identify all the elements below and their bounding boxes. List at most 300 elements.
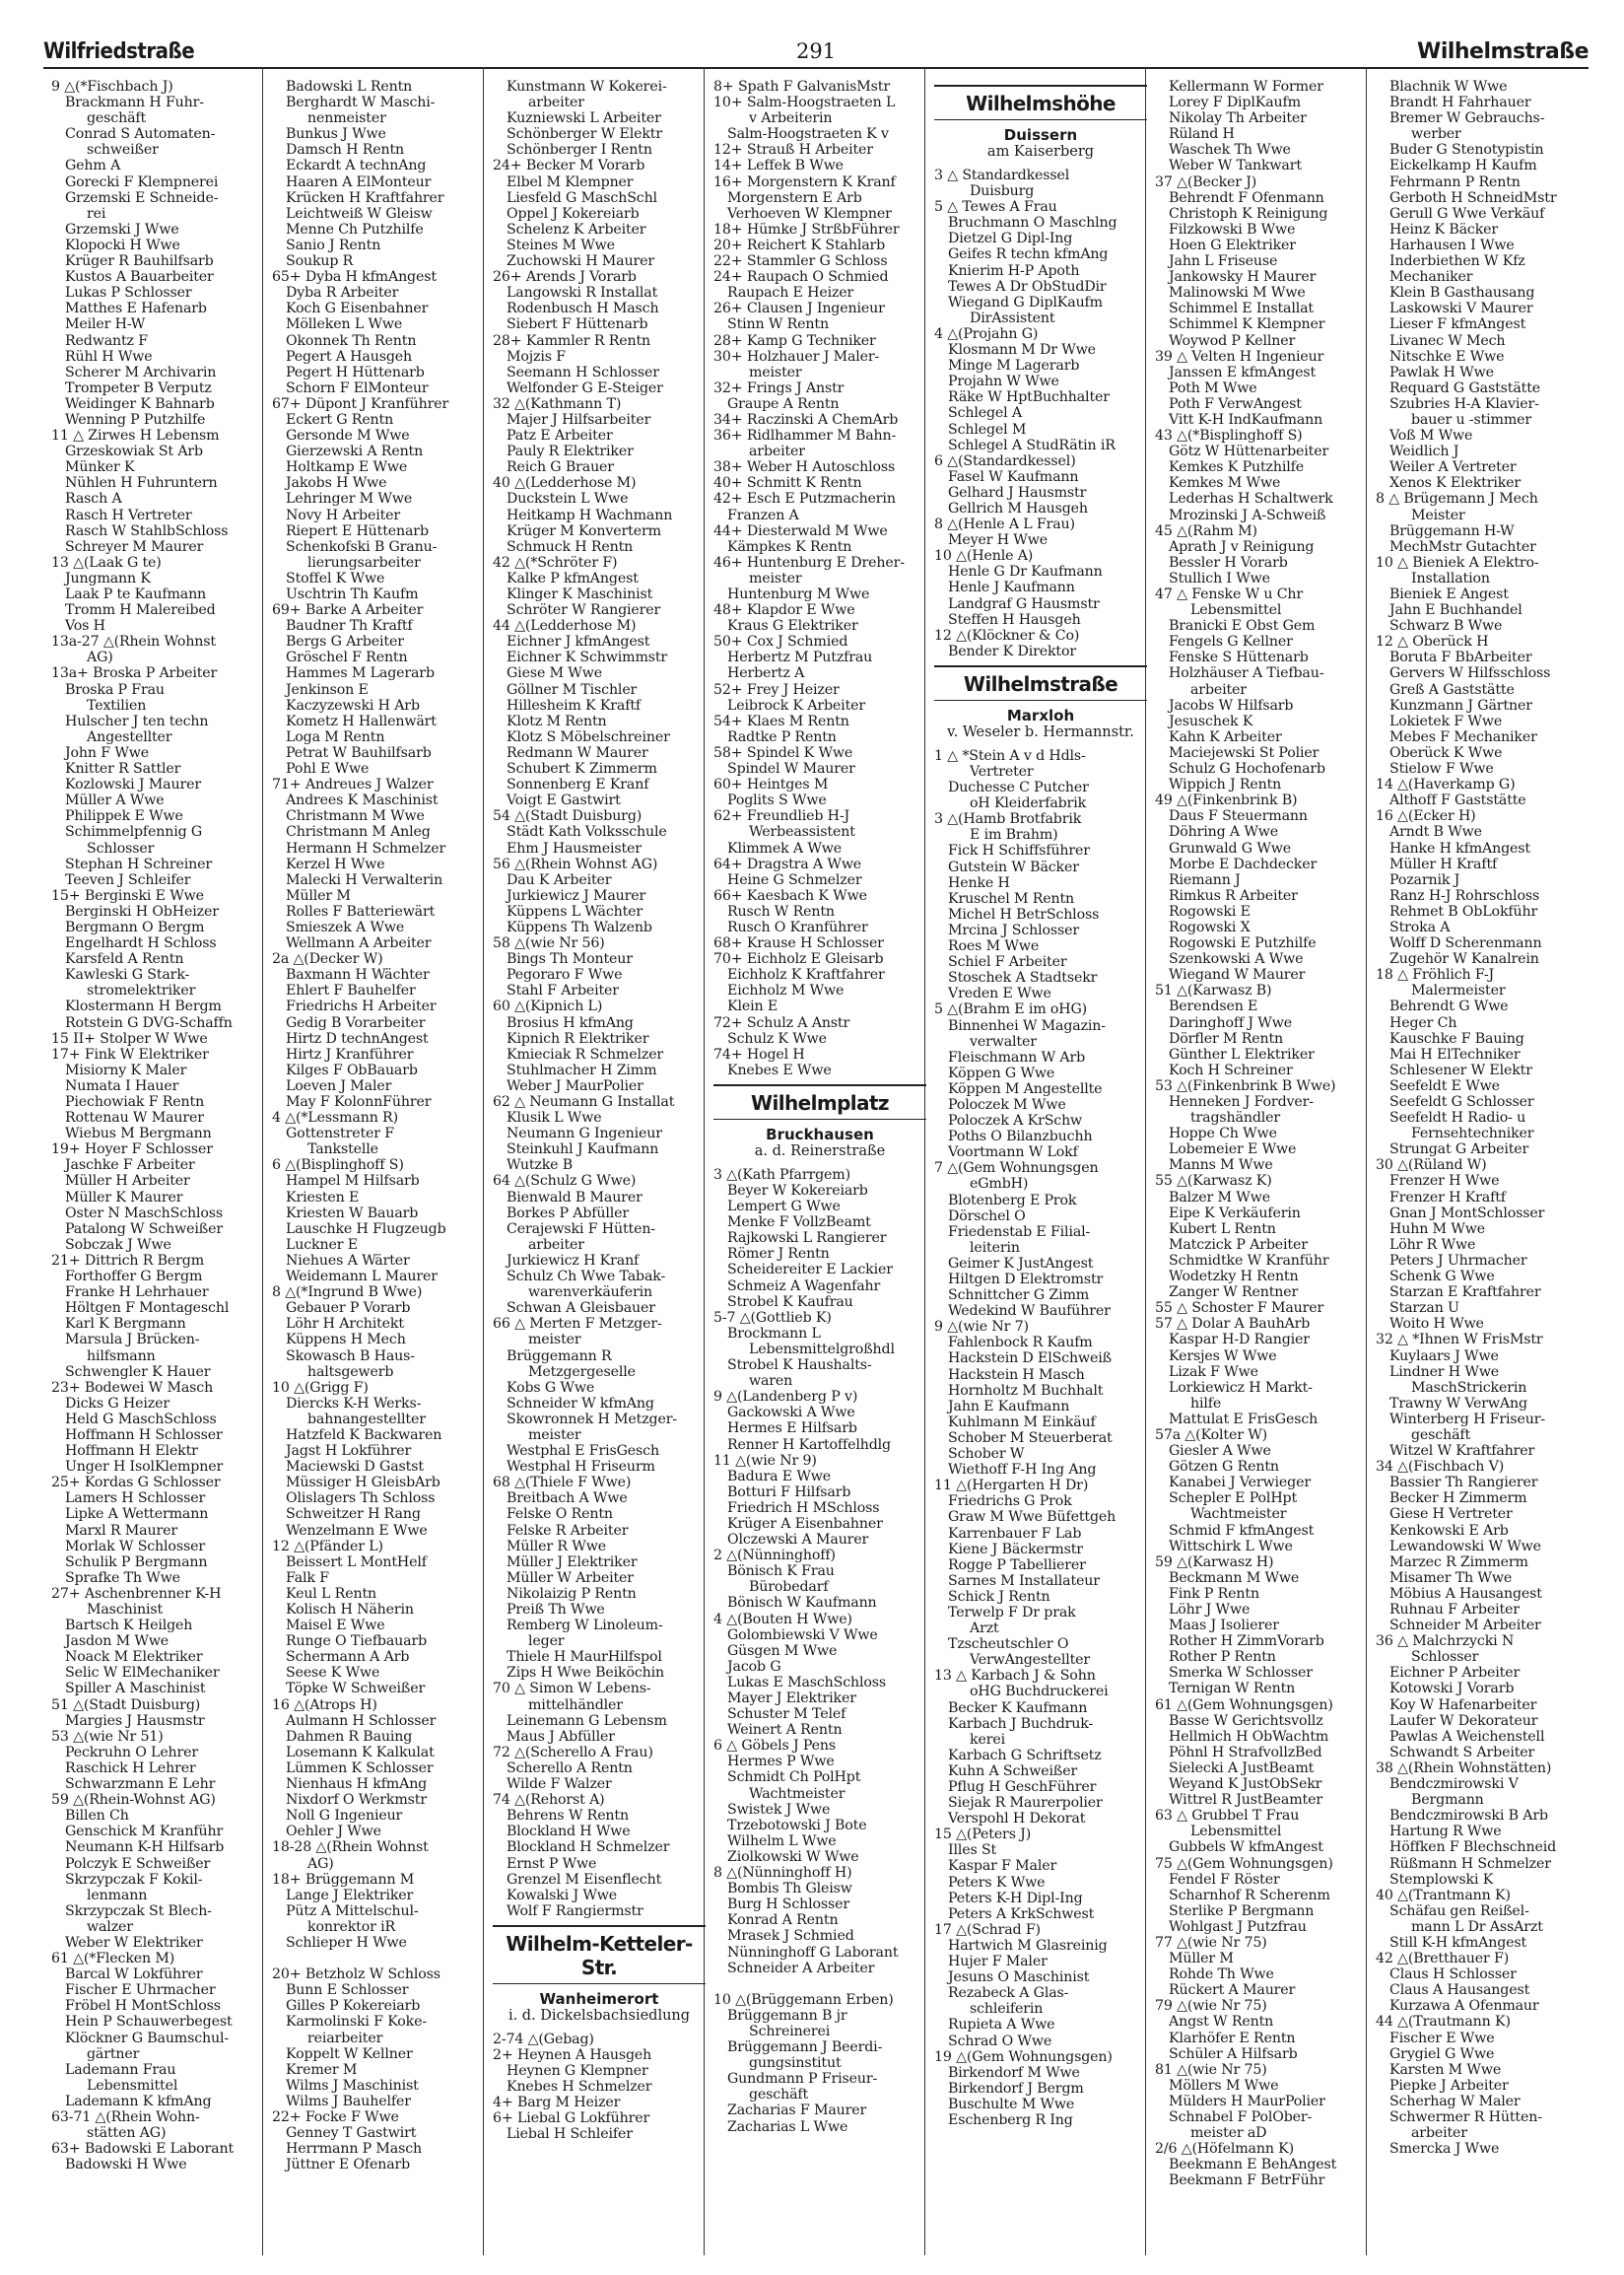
- directory-entry: 2-74 △(Gebag): [493, 2031, 594, 2047]
- directory-entry: meister aD: [1190, 2125, 1267, 2142]
- directory-entry: 24+ Becker M Vorarb: [493, 158, 645, 174]
- directory-entry: Döhring A Wwe: [1169, 824, 1279, 841]
- directory-entry: Pegert A Hausgeh: [286, 348, 412, 365]
- directory-entry: 18-28 △(Rhein Wohnst: [272, 1839, 429, 1856]
- directory-entry: 5 △ Tewes A Frau: [934, 199, 1057, 216]
- directory-entry: Rüßmann H Schmelzer: [1389, 1855, 1551, 1872]
- directory-entry: 68+ Krause H Schlosser: [713, 935, 884, 952]
- directory-entry: Morgenstern E Arb: [727, 189, 862, 206]
- directory-entry: Wolf F Rangiermstr: [507, 1902, 643, 1919]
- directory-entry: Jacobs W Hilfsarb: [1169, 697, 1294, 714]
- directory-entry: Sanio J Rentn: [286, 237, 381, 253]
- directory-entry: 17+ Fink W Elektriker: [51, 1046, 209, 1063]
- directory-entry: Leinemann G Lebensm: [507, 1712, 667, 1729]
- directory-entry: Lebensmittelgroßhdl: [749, 1341, 895, 1357]
- directory-entry: 10 △(Brüggemann Erben): [713, 1991, 894, 2008]
- directory-entry: Jahn E Kaufmann: [948, 1398, 1070, 1414]
- directory-entry: Fink P Rentn: [1169, 1585, 1259, 1602]
- directory-entry: Knierim H-P Apoth: [948, 262, 1080, 279]
- directory-entry: Klinger K Maschinist: [507, 586, 653, 602]
- directory-entry: Lauschke H Flugzeugb: [286, 1220, 446, 1237]
- directory-entry: 16 △(Ecker H): [1376, 808, 1476, 825]
- directory-entry: Klotz M Rentn: [507, 713, 607, 729]
- directory-entry: Vreden E Wwe: [948, 986, 1051, 1002]
- directory-entry: geschäft: [87, 110, 147, 127]
- directory-entry: eGmbH): [970, 1176, 1029, 1193]
- directory-entry: arbeiter: [749, 444, 805, 460]
- directory-entry: Liesfeld G MaschSchl: [507, 189, 657, 206]
- directory-entry: 13a+ Broska P Arbeiter: [51, 665, 218, 682]
- directory-entry: 2+ Heynen A Hausgeh: [493, 2046, 652, 2063]
- column-2: [272, 79, 485, 2257]
- directory-entry: konrektor iR: [307, 1918, 396, 1935]
- directory-entry: Gervers W Hilfsschloss: [1389, 665, 1551, 682]
- directory-entry: Weidinger K Bahnarb: [65, 395, 215, 412]
- directory-entry: 11 △(wie Nr 9): [713, 1452, 817, 1469]
- directory-entry: Berghardt W Maschi-: [286, 95, 436, 111]
- directory-entry: Balzer M Wwe: [1169, 1189, 1270, 1206]
- directory-entry: Schulik P Bergmann: [65, 1553, 208, 1570]
- directory-entry: Damsch H Rentn: [286, 142, 404, 159]
- directory-entry: Ternigan W Rentn: [1169, 1681, 1296, 1697]
- directory-entry: Grzemski E Schneide-: [65, 189, 219, 206]
- directory-entry: Gundmann P Friseur-: [727, 2071, 878, 2088]
- directory-entry: 39 △ Velten H Ingenieur: [1155, 348, 1324, 365]
- directory-entry: Rühl H Wwe: [65, 348, 153, 365]
- directory-entry: Hoffmann H Schlosser: [65, 1426, 223, 1443]
- section-district: Bruckhausen: [766, 1125, 874, 1143]
- directory-entry: Löhr R Wwe: [1389, 1236, 1476, 1253]
- directory-entry: Krüger R Bauhilfsarb: [65, 253, 214, 270]
- directory-entry: Rusch O Kranführer: [727, 919, 868, 935]
- directory-entry: Felske R Arbeiter: [507, 1522, 629, 1539]
- directory-entry: Badowski H Wwe: [65, 2157, 187, 2173]
- directory-columns: [43, 79, 1589, 2257]
- directory-entry: Pawlas A Weichenstell: [1389, 1728, 1545, 1745]
- directory-entry: Uschtrin Th Kaufm: [286, 586, 419, 602]
- directory-entry: Töpke W Schweißer: [286, 1681, 426, 1697]
- directory-entry: leiterin: [970, 1239, 1020, 1256]
- directory-entry: Strungat G Arbeiter: [1389, 1141, 1529, 1158]
- directory-entry: Menke F VollzBeamt: [727, 1214, 871, 1231]
- directory-entry: Kraus G Elektriker: [727, 618, 858, 635]
- directory-entry: Bieniek E Angest: [1389, 586, 1509, 602]
- directory-entry: Marxl R Maurer: [65, 1522, 177, 1539]
- directory-entry: 3 △(Hamb Brotfabrik: [934, 811, 1082, 828]
- directory-entry: Harhausen I Wwe: [1389, 237, 1515, 253]
- directory-entry: Becker K Kaufmann: [948, 1699, 1088, 1716]
- directory-entry: 20+ Betzholz W Schloss: [272, 1966, 440, 1983]
- directory-entry: Karrenbauer F Lab: [948, 1525, 1082, 1542]
- directory-entry: Eickelkamp H Kaufm: [1389, 158, 1537, 174]
- directory-entry: Schlosser: [87, 840, 155, 857]
- directory-entry: Rasch H Vertreter: [65, 507, 192, 523]
- directory-entry: Huntenburg M Wwe: [727, 586, 870, 602]
- section-rule: [934, 119, 1147, 120]
- directory-entry: Bönisch K Frau: [727, 1563, 835, 1580]
- directory-entry: 53 △(wie Nr 51): [51, 1728, 164, 1745]
- directory-entry: 40+ Schmitt K Rentn: [713, 475, 862, 492]
- directory-entry: Strobel K Haushalts-: [727, 1357, 872, 1374]
- directory-entry: 12 △ Oberück H: [1376, 634, 1489, 651]
- directory-entry: Szenkowski A Wwe: [1169, 951, 1304, 968]
- directory-entry: Heger Ch: [1389, 1014, 1457, 1031]
- directory-entry: Kerzel H Wwe: [286, 856, 385, 872]
- directory-entry: Schwan A Gleisbauer: [507, 1300, 655, 1317]
- directory-entry: 38+ Weber H Autoschloss: [713, 459, 896, 476]
- directory-entry: 5 △(Brahm E im oHG): [934, 1001, 1088, 1018]
- header-rule: [43, 67, 1589, 69]
- directory-entry: Skowronnek H Metzger-: [507, 1411, 677, 1427]
- directory-entry: Berendsen E: [1169, 999, 1258, 1015]
- directory-entry: Lebensmittel: [1190, 1824, 1282, 1840]
- directory-entry: warenverkäuferin: [528, 1284, 653, 1301]
- directory-entry: Peters K-H Dipl-Ing: [948, 1890, 1083, 1906]
- directory-entry: Brüggemann R: [507, 1347, 612, 1364]
- section-locator: am Kaiserberg: [986, 144, 1095, 160]
- directory-entry: Rother H ZimmVorarb: [1169, 1633, 1324, 1650]
- directory-entry: 2 △(Nünninghoff): [713, 1548, 836, 1564]
- directory-entry: Remberg W Linoleum-: [507, 1618, 663, 1634]
- directory-entry: Kriesten W Bauarb: [286, 1205, 419, 1221]
- directory-entry: 13a-27 △(Rhein Wohnst: [51, 634, 216, 651]
- directory-entry: Winterberg H Friseur-: [1389, 1411, 1546, 1427]
- directory-entry: Güsgen M Wwe: [727, 1642, 838, 1659]
- directory-entry: 10 △(Henle A): [934, 548, 1034, 565]
- directory-entry: Brüggemann B jr: [727, 2007, 847, 2024]
- directory-entry: Pflug H GeschFührer: [948, 1779, 1097, 1795]
- directory-entry: Loga M Rentn: [286, 728, 385, 745]
- directory-entry: 81 △(wie Nr 75): [1155, 2061, 1267, 2078]
- directory-entry: Unger H IsolKlempner: [65, 1459, 224, 1476]
- directory-entry: 1 △ *Stein A v d Hdls-: [934, 747, 1086, 764]
- directory-entry: 46+ Huntenburg E Dreher-: [713, 554, 905, 571]
- section-street-name: Wilhelmshöhe: [966, 92, 1116, 115]
- directory-entry: Botturi F Hilfsarb: [727, 1483, 851, 1500]
- directory-entry: 11 △(Hergarten H Dr): [934, 1478, 1089, 1494]
- directory-entry: Wittrel R JustBeamter: [1169, 1792, 1322, 1809]
- directory-entry: Bergmann: [1411, 1792, 1484, 1809]
- directory-entry: Held G MaschSchloss: [65, 1411, 217, 1427]
- directory-entry: Rupieta A Wwe: [948, 2017, 1055, 2034]
- directory-entry: Schick J Rentn: [948, 1588, 1050, 1605]
- directory-entry: 54+ Klaes M Rentn: [713, 713, 849, 729]
- directory-entry: Woito H Wwe: [1389, 1316, 1484, 1333]
- directory-entry: Lukas P Schlosser: [65, 285, 192, 302]
- directory-entry: Manns M Wwe: [1169, 1157, 1273, 1174]
- directory-entry: 48+ Klapdor E Wwe: [713, 602, 855, 619]
- directory-entry: Piechowiak F Rentn: [65, 1094, 205, 1110]
- directory-entry: Schlosser: [1411, 1649, 1479, 1666]
- directory-entry: Lizak F Wwe: [1169, 1363, 1258, 1380]
- directory-entry: Lümmen K Schlosser: [286, 1759, 434, 1776]
- directory-entry: Blockland H Wwe: [507, 1824, 631, 1840]
- directory-entry: Wodetzky H Rentn: [1169, 1269, 1299, 1285]
- directory-entry: Friedrichs H Arbeiter: [286, 999, 437, 1015]
- directory-entry: Hermes P Wwe: [727, 1754, 835, 1770]
- directory-entry: Sprafke Th Wwe: [65, 1569, 180, 1586]
- directory-entry: 15 II+ Stolper W Wwe: [51, 1030, 208, 1047]
- directory-entry: Hackstein H Masch: [948, 1366, 1085, 1383]
- directory-entry: Küppens Th Walzenb: [507, 919, 652, 935]
- directory-entry: hilfe: [1190, 1395, 1222, 1412]
- directory-entry: Wenzelmann E Wwe: [286, 1522, 428, 1539]
- directory-entry: Wenning P Putzhilfe: [65, 411, 206, 428]
- directory-entry: Fasel W Kaufmann: [948, 468, 1079, 485]
- directory-entry: meister: [528, 1332, 581, 1348]
- directory-entry: Schönberger W Elektr: [507, 126, 662, 143]
- directory-entry: Wiethoff F-H Ing Ang: [948, 1462, 1097, 1479]
- directory-entry: Rezabeck A Glas-: [948, 1985, 1069, 2002]
- directory-entry: Pegoraro F Wwe: [507, 967, 623, 984]
- directory-entry: Selic W ElMechaniker: [65, 1665, 220, 1682]
- directory-entry: 62+ Freundlieb H-J: [713, 808, 850, 825]
- directory-entry: Wedekind W Bauführer: [948, 1303, 1111, 1320]
- directory-entry: Rückert A Maurer: [1169, 1982, 1296, 1999]
- directory-entry: Swistek J Wwe: [727, 1801, 831, 1818]
- directory-entry: arbeiter: [1190, 681, 1247, 698]
- directory-entry: Beckmann M Wwe: [1169, 1569, 1300, 1586]
- directory-entry: Bunn E Schlosser: [286, 1982, 409, 1999]
- directory-entry: Beyer W Kokereiarb: [727, 1183, 868, 1199]
- directory-entry: Malecki H Verwalterin: [286, 871, 443, 888]
- directory-entry: 26+ Arends J Vorarb: [493, 269, 637, 286]
- directory-entry: 70 △ Simon W Lebens-: [493, 1681, 651, 1697]
- directory-entry: Losemann K Kalkulat: [286, 1744, 435, 1760]
- directory-entry: Okonnek Th Rentn: [286, 332, 417, 349]
- directory-entry: Eckert G Rentn: [286, 411, 394, 428]
- directory-entry: Teeven J Schleifer: [65, 871, 191, 888]
- directory-entry: May F KolonnFührer: [286, 1094, 432, 1110]
- directory-entry: Lobemeier E Wwe: [1169, 1141, 1297, 1158]
- directory-entry: Behrendt F Ofenmann: [1169, 189, 1324, 206]
- directory-entry: Pozarnik J: [1389, 871, 1460, 888]
- directory-entry: Behrens W Rentn: [507, 1808, 629, 1825]
- directory-entry: Pawlak H Wwe: [1389, 364, 1494, 380]
- directory-entry: Birkendorf M Wwe: [948, 2064, 1080, 2081]
- directory-entry: v Arbeiterin: [749, 110, 833, 127]
- directory-entry: Illes St: [948, 1842, 997, 1859]
- directory-entry: bahnangestellter: [307, 1411, 426, 1427]
- directory-entry: 24+ Raupach O Schmied: [713, 269, 889, 286]
- directory-entry: Redmann W Maurer: [507, 744, 648, 761]
- directory-entry: Lorey F DiplKaufm: [1169, 95, 1301, 111]
- directory-entry: Geifes R techn kfmAng: [948, 246, 1109, 263]
- directory-entry: [713, 1976, 926, 1992]
- directory-entry: Schuster M Telef: [727, 1706, 846, 1723]
- directory-entry: Soukup R: [286, 253, 354, 270]
- directory-entry: 19 △(Gem Wohnungsgen): [934, 2048, 1113, 2065]
- directory-entry: Klarhöfer E Rentn: [1169, 2030, 1296, 2046]
- directory-entry: Blachnik W Wwe: [1389, 79, 1508, 95]
- directory-entry: Gerboth H SchneidMstr: [1389, 189, 1557, 206]
- directory-entry: Brandt H Fahrhauer: [1389, 95, 1531, 111]
- directory-entry: Schweitzer H Rang: [286, 1506, 421, 1523]
- directory-entry: Lindner H Wwe: [1389, 1363, 1500, 1380]
- directory-entry: Müller K Maurer: [65, 1189, 183, 1206]
- directory-entry: Luckner E: [286, 1236, 358, 1253]
- directory-entry: Jesuns O Maschinist: [948, 1969, 1090, 1986]
- section-rule: [493, 1983, 706, 1984]
- column-3: [493, 79, 706, 2257]
- directory-entry: Scherello A Rentn: [507, 1759, 633, 1776]
- directory-entry: Karbach J Buchdruk-: [948, 1715, 1094, 1732]
- directory-entry: Leibrock K Arbeiter: [727, 697, 865, 714]
- directory-entry: 9 △(Landenberg P v): [713, 1389, 858, 1406]
- directory-entry: Scherer M Archivarin: [65, 364, 217, 380]
- directory-entry: Barcal W Lokführer: [65, 1966, 203, 1983]
- directory-entry: Brockmann L: [727, 1325, 821, 1342]
- directory-entry: Bunkus J Wwe: [286, 126, 386, 143]
- section-street-name: Wilhelmstraße: [963, 671, 1118, 696]
- directory-entry: Löhr H Architekt: [286, 1316, 404, 1333]
- directory-entry: Stinn W Rentn: [727, 316, 829, 333]
- directory-entry: Janssen E kfmAngest: [1169, 364, 1317, 380]
- directory-entry: Brüggemann J Beerdi-: [727, 2039, 883, 2056]
- directory-entry: Schlegel M: [948, 421, 1027, 438]
- section-district: Marxloh: [1006, 706, 1075, 724]
- directory-entry: Müller M: [286, 887, 351, 904]
- directory-entry: Textilien: [87, 697, 147, 714]
- directory-entry: Gebauer P Vorarb: [286, 1300, 411, 1317]
- directory-entry: Koy W Hafenarbeiter: [1389, 1696, 1537, 1713]
- street-section-heading: [934, 85, 1147, 160]
- directory-entry: 66+ Kaesbach K Wwe: [713, 887, 867, 904]
- directory-entry: Witzel W Kraftfahrer: [1389, 1443, 1535, 1460]
- directory-entry: Hujer F Maler: [948, 1954, 1048, 1970]
- directory-entry: Hoen G Elektriker: [1169, 237, 1296, 253]
- directory-entry: Novy H Arbeiter: [286, 507, 401, 523]
- directory-entry: Seefeldt G Schlosser: [1389, 1094, 1534, 1110]
- directory-entry: Nitschke E Wwe: [1389, 348, 1505, 365]
- directory-entry: Peters K Wwe: [948, 1874, 1046, 1891]
- directory-entry: Sobczak J Wwe: [65, 1236, 171, 1253]
- directory-entry: Mechaniker: [1389, 269, 1473, 286]
- directory-entry: Schlegel A: [948, 405, 1023, 422]
- directory-entry: DirAssistent: [970, 310, 1055, 326]
- directory-entry: Kawleski G Stark-: [65, 967, 190, 984]
- directory-entry: rei: [87, 205, 106, 222]
- directory-entry: 43 △(*Bisplinghoff S): [1155, 428, 1303, 445]
- directory-entry: Jenkinson E: [286, 681, 369, 698]
- directory-entry: Hirtz J Kranführer: [286, 1046, 414, 1063]
- directory-entry: 70+ Eichholz E Gleisarb: [713, 951, 884, 968]
- section-locator: a. d. Reinerstraße: [754, 1142, 886, 1159]
- directory-entry: Cerajewski F Hütten-: [507, 1220, 655, 1237]
- directory-entry: Werbeassistent: [749, 824, 855, 841]
- directory-entry: 12+ Strauß H Arbeiter: [713, 142, 873, 159]
- directory-entry: Daringhoff J Wwe: [1169, 1014, 1292, 1031]
- directory-entry: Krüger M Konverterm: [507, 522, 661, 539]
- directory-entry: Binnenhei W Magazin-: [948, 1017, 1106, 1034]
- directory-entry: 54 △(Stadt Duisburg): [493, 808, 643, 825]
- directory-entry: Kellermann W Former: [1169, 79, 1323, 95]
- directory-entry: Schepler E PolHpt: [1169, 1490, 1298, 1507]
- directory-entry: 74+ Hogel H: [713, 1046, 805, 1063]
- directory-entry: Grunwald G Wwe: [1169, 840, 1291, 857]
- directory-entry: Wiebus M Bergmann: [65, 1126, 212, 1142]
- directory-entry: Stroka A: [1389, 919, 1451, 935]
- directory-entry: Gilles P Kokereiarb: [286, 1998, 421, 2015]
- directory-entry: Angestellter: [87, 728, 172, 745]
- directory-entry: Hoppe Ch Wwe: [1169, 1126, 1277, 1142]
- directory-entry: Koch G Eisenbahner: [286, 301, 429, 317]
- directory-entry: Kauschke F Bauing: [1389, 1030, 1524, 1047]
- directory-entry: Beekmann F BetrFühr: [1169, 2172, 1325, 2189]
- directory-entry: Matthes E Hafenarb: [65, 301, 207, 317]
- directory-entry: Morlak W Schlosser: [65, 1538, 205, 1554]
- directory-entry: Schober W: [948, 1446, 1025, 1463]
- directory-entry: Schneider M Arbeiter: [1389, 1618, 1541, 1634]
- directory-entry: Livanec W Mech: [1389, 332, 1506, 349]
- directory-entry: 64 △(Schulz G Wwe): [493, 1173, 637, 1190]
- directory-entry: Preiß Th Wwe: [507, 1602, 605, 1618]
- directory-entry: Poth M Wwe: [1169, 379, 1257, 396]
- directory-entry: Laak P te Kaufmann: [65, 586, 207, 602]
- directory-entry: Meiler H-W: [65, 316, 146, 333]
- directory-entry: Jurkiewicz J Maurer: [507, 887, 646, 904]
- directory-entry: Maciejewski St Polier: [1169, 744, 1320, 761]
- directory-entry: Birkendorf J Bergm: [948, 2080, 1084, 2097]
- directory-entry: Laskowski V Maurer: [1389, 301, 1533, 317]
- directory-entry: Jacob G: [727, 1658, 781, 1675]
- directory-entry: Lademann Frau: [65, 2061, 176, 2078]
- directory-entry: Zuchowski H Maurer: [507, 253, 654, 270]
- directory-entry: Jurkiewicz H Kranf: [507, 1252, 640, 1269]
- directory-entry: Schnittcher G Zimm: [948, 1287, 1090, 1304]
- directory-entry: Lange J Elektriker: [286, 1887, 414, 1903]
- directory-entry: Scharnhof R Scherenm: [1169, 1887, 1330, 1903]
- directory-entry: Nixdorf O Werkmstr: [286, 1792, 427, 1809]
- directory-entry: 13 △ Karbach J & Sohn: [934, 1668, 1096, 1685]
- directory-entry: Beekmann E BehAngest: [1169, 2157, 1337, 2173]
- directory-entry: Rogowski E: [1169, 903, 1251, 920]
- directory-entry: Müller H Arbeiter: [65, 1173, 190, 1190]
- directory-entry: 21+ Dittrich R Bergm: [51, 1252, 205, 1269]
- directory-entry: Kipnich R Elektriker: [507, 1030, 649, 1047]
- directory-entry: 55 △(Karwasz K): [1155, 1173, 1272, 1190]
- directory-entry: Bruchmann O Maschlng: [948, 215, 1117, 232]
- directory-entry: Giese M Wwe: [507, 665, 602, 682]
- directory-entry: 10 △ Bieniek A Elektro-: [1376, 554, 1539, 571]
- directory-entry: Wachtmeister: [749, 1785, 846, 1802]
- directory-entry: Branicki E Obst Gem: [1169, 618, 1316, 635]
- directory-entry: Weiler A Vertreter: [1389, 459, 1517, 476]
- directory-entry: gungsinstitut: [749, 2055, 842, 2072]
- directory-entry: Nikolaizig P Rentn: [507, 1585, 637, 1602]
- directory-entry: 45 △(Rahm M): [1155, 522, 1257, 539]
- directory-entry: 20+ Reichert K Stahlarb: [713, 237, 886, 253]
- directory-entry: Münker K: [65, 459, 135, 476]
- directory-entry: 63 △ Grubbel T Frau: [1155, 1808, 1300, 1825]
- directory-entry: 42+ Esch E Putzmacherin: [713, 491, 896, 508]
- directory-entry: Hiltgen D Elektromstr: [948, 1272, 1104, 1287]
- directory-entry: Ziolkowski W Wwe: [727, 1848, 859, 1865]
- directory-entry: Riemann J: [1169, 871, 1241, 888]
- directory-entry: Städt Kath Volksschule: [507, 824, 667, 841]
- directory-entry: Fischer E Uhrmacher: [65, 1982, 216, 1999]
- directory-entry: 14 △(Haverkamp G): [1376, 777, 1516, 793]
- directory-entry: Gelhard J Hausmstr: [948, 484, 1087, 501]
- directory-entry: Bendczmirowski B Arb: [1389, 1808, 1548, 1825]
- directory-entry: Klusik L Wwe: [507, 1110, 602, 1127]
- directory-entry: Baudner Th Kraftf: [286, 618, 413, 635]
- directory-entry: 19+ Hoyer F Schlosser: [51, 1141, 213, 1158]
- directory-entry: Numata I Hauer: [65, 1077, 179, 1094]
- directory-entry: Mrozinski J A-Schweiß: [1169, 507, 1326, 523]
- directory-entry: Grzemski J Wwe: [65, 221, 179, 238]
- directory-entry: Rolles F Batteriewärt: [286, 903, 436, 920]
